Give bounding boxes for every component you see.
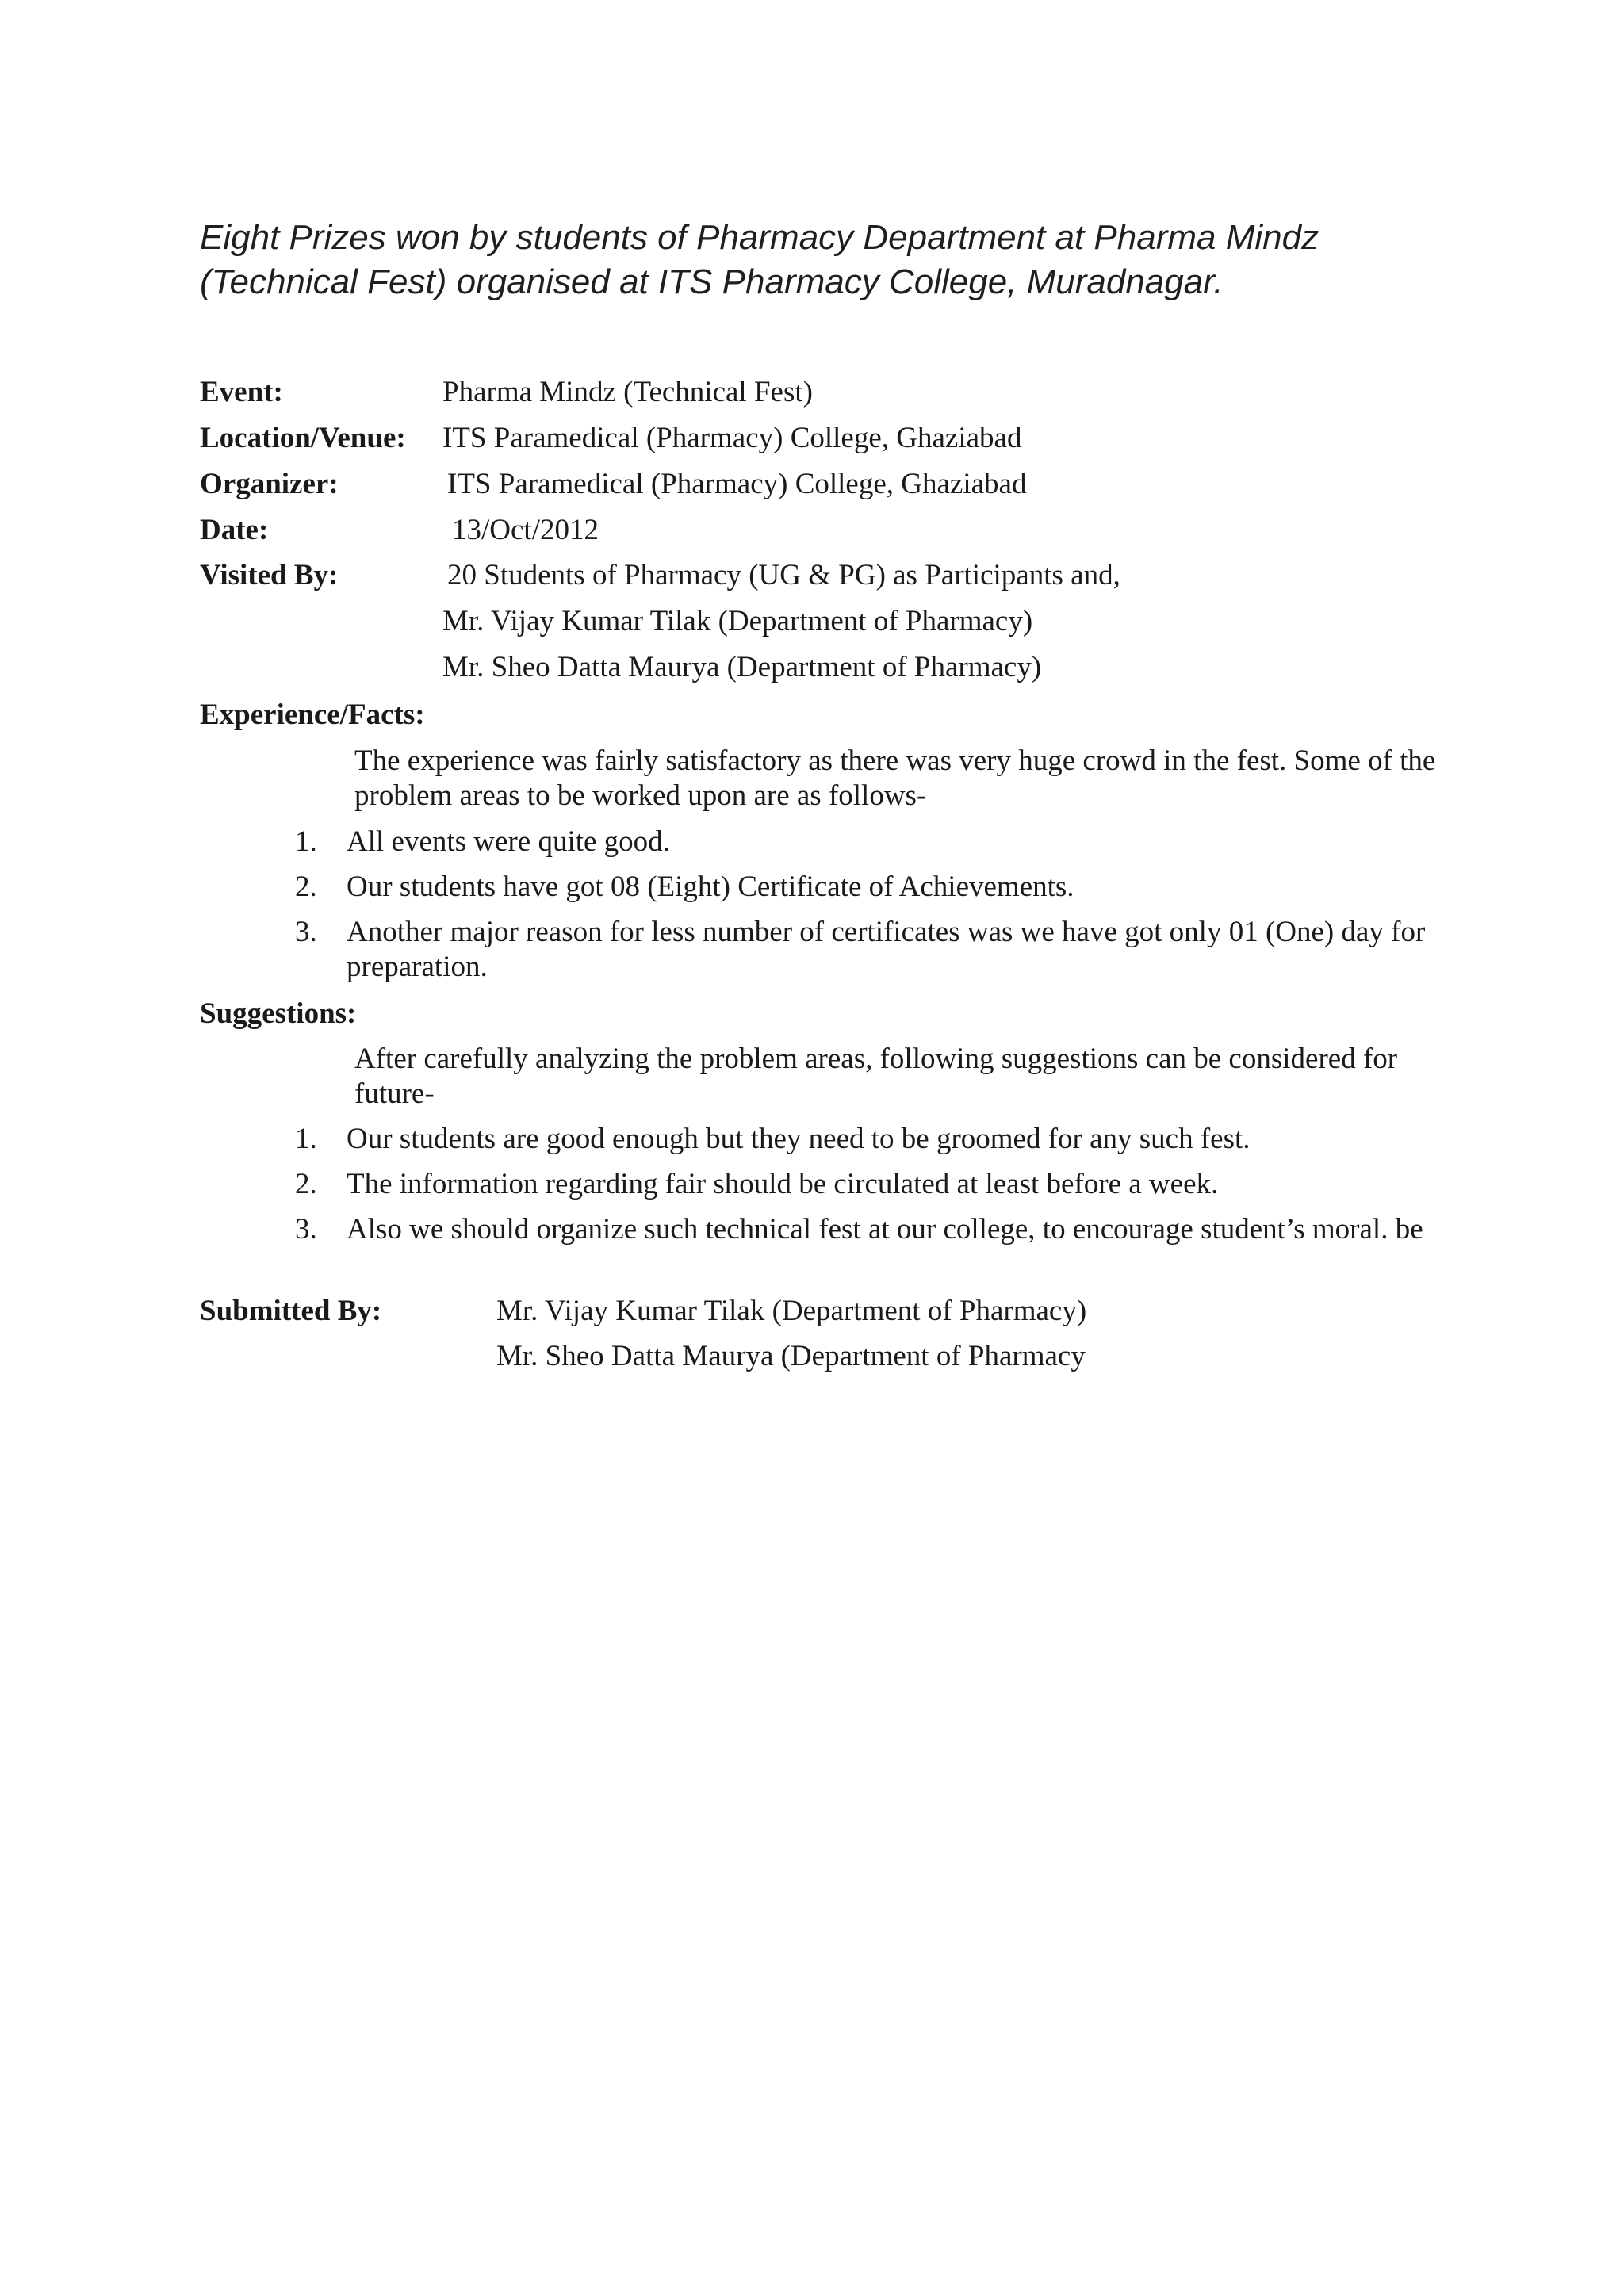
experience-intro: The experience was fairly satisfactory as there was very huge crowd in the fest. Some of the problem areas to be worked upon are as follows-: [354, 744, 1436, 812]
organizer-value: ITS Paramedical (Pharmacy) College, Ghaziabad: [447, 468, 1027, 500]
suggestions-heading: Suggestions:: [200, 997, 357, 1030]
list-item: The information regarding fair should be circulated at least before a week.: [347, 1168, 1219, 1200]
list-item-number: 1.: [295, 825, 317, 858]
submitted-line: Mr. Sheo Datta Maurya (Department of Pharmacy: [496, 1340, 1086, 1372]
venue-value: ITS Paramedical (Pharmacy) College, Ghaziabad: [442, 422, 1022, 454]
experience-heading: Experience/Facts:: [200, 698, 425, 731]
venue-label: Location/Venue:: [200, 422, 406, 454]
list-item: All events were quite good.: [347, 825, 670, 858]
submitted-label: Submitted By:: [200, 1295, 382, 1327]
list-item: Also we should organize such technical fest at our college, to encourage student’s moral. be: [347, 1213, 1423, 1246]
visited-line: Mr. Sheo Datta Maurya (Department of Pharmacy): [442, 651, 1042, 683]
event-label: Event:: [200, 376, 283, 408]
page-title: Eight Prizes won by students of Pharmacy Department at Pharma Mindz (Technical Fest) organised at ITS Pharmacy College, Muradnagar.: [200, 218, 1320, 301]
organizer-label: Organizer:: [200, 468, 339, 500]
list-item-number: 3.: [295, 916, 317, 948]
list-item: Another major reason for less number of certificates was we have got only 01 (One) day for preparation.: [347, 916, 1426, 983]
suggestions-intro: After carefully analyzing the problem areas, following suggestions can be considered for future-: [354, 1043, 1398, 1110]
list-item-number: 2.: [295, 1168, 317, 1200]
date-value: 13/Oct/2012: [452, 514, 599, 546]
list-item-number: 3.: [295, 1213, 317, 1246]
visited-line: Mr. Vijay Kumar Tilak (Department of Pharmacy): [442, 605, 1033, 637]
list-item-number: 2.: [295, 871, 317, 903]
list-item: Our students are good enough but they need to be groomed for any such fest.: [347, 1123, 1251, 1155]
visited-line: 20 Students of Pharmacy (UG & PG) as Participants and,: [447, 559, 1120, 591]
list-item: Our students have got 08 (Eight) Certificate of Achievements.: [347, 871, 1074, 903]
visited-label: Visited By:: [200, 559, 339, 591]
date-label: Date:: [200, 514, 269, 546]
event-value: Pharma Mindz (Technical Fest): [442, 376, 813, 408]
list-item-number: 1.: [295, 1123, 317, 1155]
submitted-line: Mr. Vijay Kumar Tilak (Department of Pharmacy): [496, 1295, 1087, 1327]
